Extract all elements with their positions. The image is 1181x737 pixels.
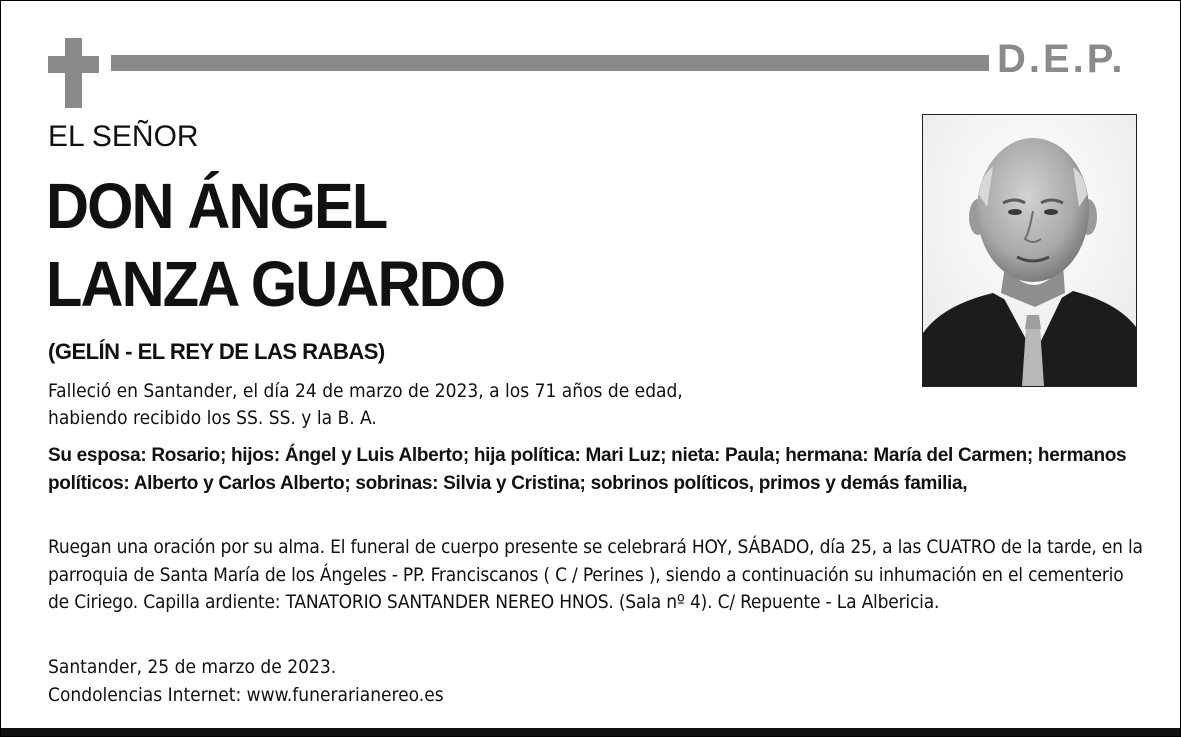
name-line-2: LANZA GUARDO [46, 248, 505, 320]
portrait-illustration [923, 115, 1136, 386]
bottom-rule [1, 728, 1180, 737]
place-date: Santander, 25 de marzo de 2023. [48, 656, 337, 678]
cross-vertical-bar [65, 38, 82, 108]
death-notice: Falleció en Santander, el día 24 de marzo de 2023, a los 71 años de edad, habiendo recibido los SS. SS. y la B. A. [48, 380, 683, 429]
honorific-title: EL SEÑOR [48, 120, 199, 153]
cross-horizontal-bar [48, 56, 99, 73]
dep-heading: D.E.P. [997, 37, 1126, 81]
nickname: (GELÍN - EL REY DE LAS RABAS) [48, 339, 385, 364]
deceased-name [46, 167, 623, 323]
header-rule [111, 55, 989, 71]
name-line-1: DON ÁNGEL [46, 170, 387, 242]
family-list: Su esposa: Rosario; hijos: Ángel y Luis Alberto; hija política: Mari Luz; nieta: Paula; hermana: María del Carmen; hermanos políticos: Alberto y Carlos Alberto; sobrinas: Silvia y Cristina; sobrinos políticos, primos y demás familia, [48, 445, 1127, 494]
condolences-line: Condolencias Internet: www.funerarianereo.es [48, 684, 444, 706]
funeral-details: Ruegan una oración por su alma. El funeral de cuerpo presente se celebrará HOY, SÁBADO, día 25, a las CUATRO de la tarde, en la parroquia de Santa María de los Ángeles - PP. Franciscanos ( C / Perines ), siendo a continuación su inhumación en el cementerio de Ciriego. Capilla ardiente: TANATORIO SANTANDER NEREO HNOS. (Sala nº 4). C/ Repuente - La Albericia. [48, 536, 1143, 613]
portrait-photo [922, 114, 1137, 387]
